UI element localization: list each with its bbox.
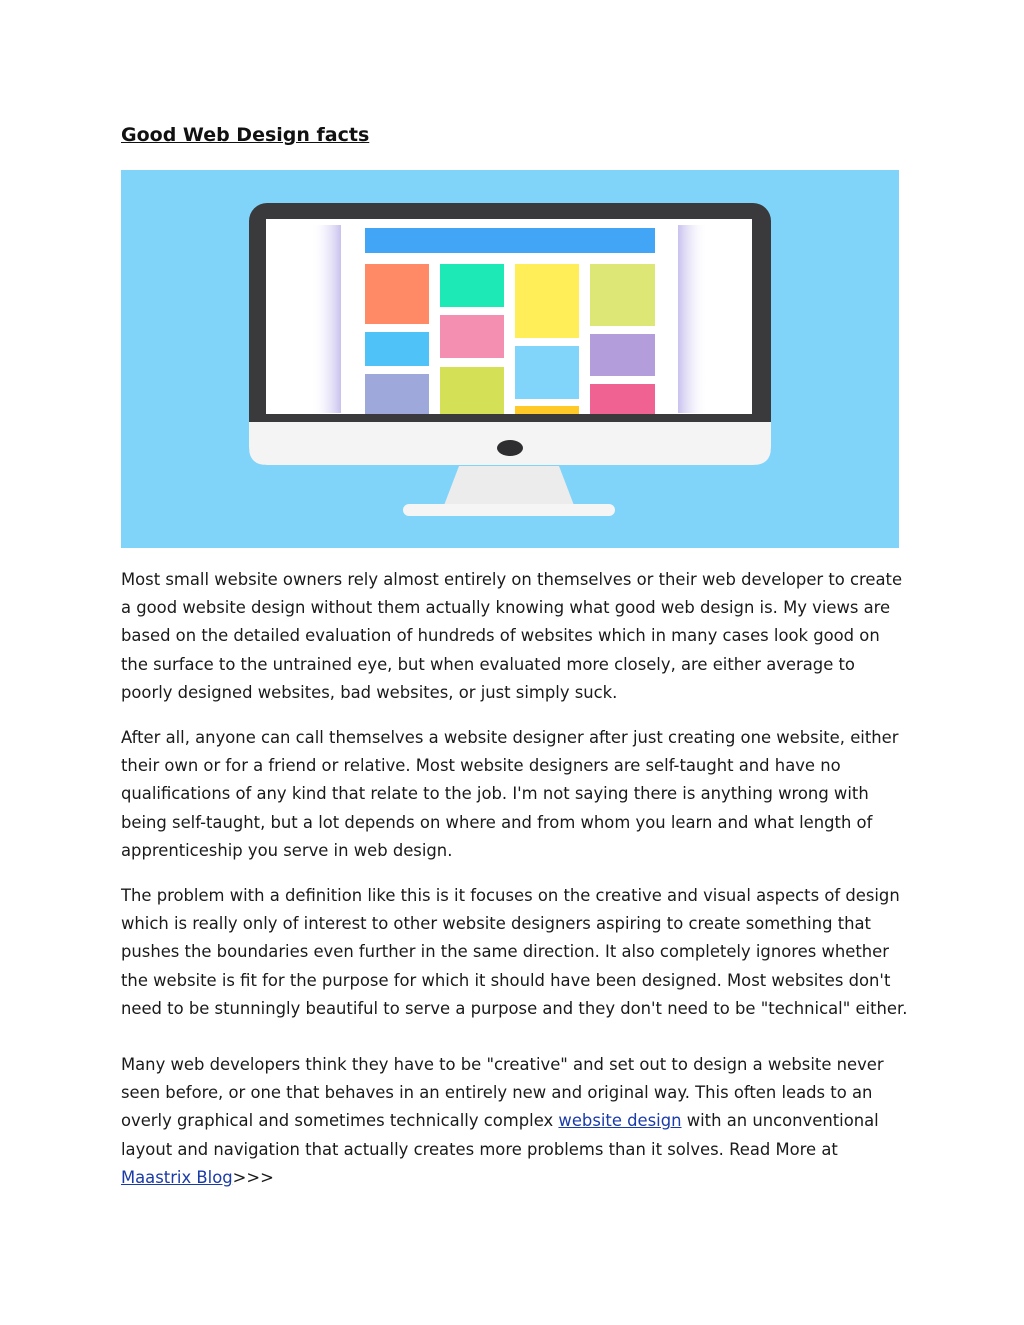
monitor-logo-button: [497, 440, 523, 456]
document-page: [121, 120, 911, 1187]
article-body: [121, 566, 911, 1209]
monitor-illustration-icon: [121, 170, 899, 548]
paragraph-4: [121, 1051, 911, 1192]
monitor-stand: [443, 466, 575, 508]
page-title: Good Web Design facts: [121, 124, 370, 146]
paragraph-1: Most small website owners rely almost entirely on themselves or their web developer to create a good website design without them actually knowing what good web design is. My views are based on the detailed evaluation of hundreds of websites which in many cases look good on the surface to the untrained eye, but when evaluated more closely, are either average to poorly designed websites, bad websites, or just simply suck.: [121, 570, 903, 702]
paragraph-3: The problem with a definition like this is it focuses on the creative and visual aspects of design which is really only of interest to other website designers aspiring to create something that pushes the boundaries even further in the same direction. It also completely ignores whether the website is fit for the purpose for which it should have been designed. Most websites don't need to be stunningly beautiful to serve a purpose and they don't need to be "technical" either.: [121, 886, 908, 1018]
website-design-link[interactable]: website design: [558, 1111, 682, 1131]
paragraph-4-text-a: Many web developers think they have to be "creative" and set out to design a website never seen before, or one that behaves in an entirely new and original way. This often leads to an overly graphical and sometimes technically complex: [121, 1055, 884, 1131]
maastrix-blog-link[interactable]: Maastrix Blog: [121, 1167, 233, 1187]
hero-image: [121, 170, 899, 548]
paragraph-2: After all, anyone can call themselves a website designer after just creating one website, either their own or for a friend or relative. Most website designers are self-taught and have no qualifications of any kind that relate to the job. I'm not saying there is anything wrong with being self-taught, but a lot depends on where and from whom you learn and what length of apprenticeship you serve in web design.: [121, 728, 899, 860]
paragraph-4-text-b: with an unconventional layout and navigation that actually creates more problems than it solves. Read More at: [121, 1111, 879, 1159]
website-header-bar: [365, 228, 655, 253]
paragraph-4-text-c: >>>: [232, 1167, 274, 1187]
monitor-stand-base: [403, 504, 615, 516]
